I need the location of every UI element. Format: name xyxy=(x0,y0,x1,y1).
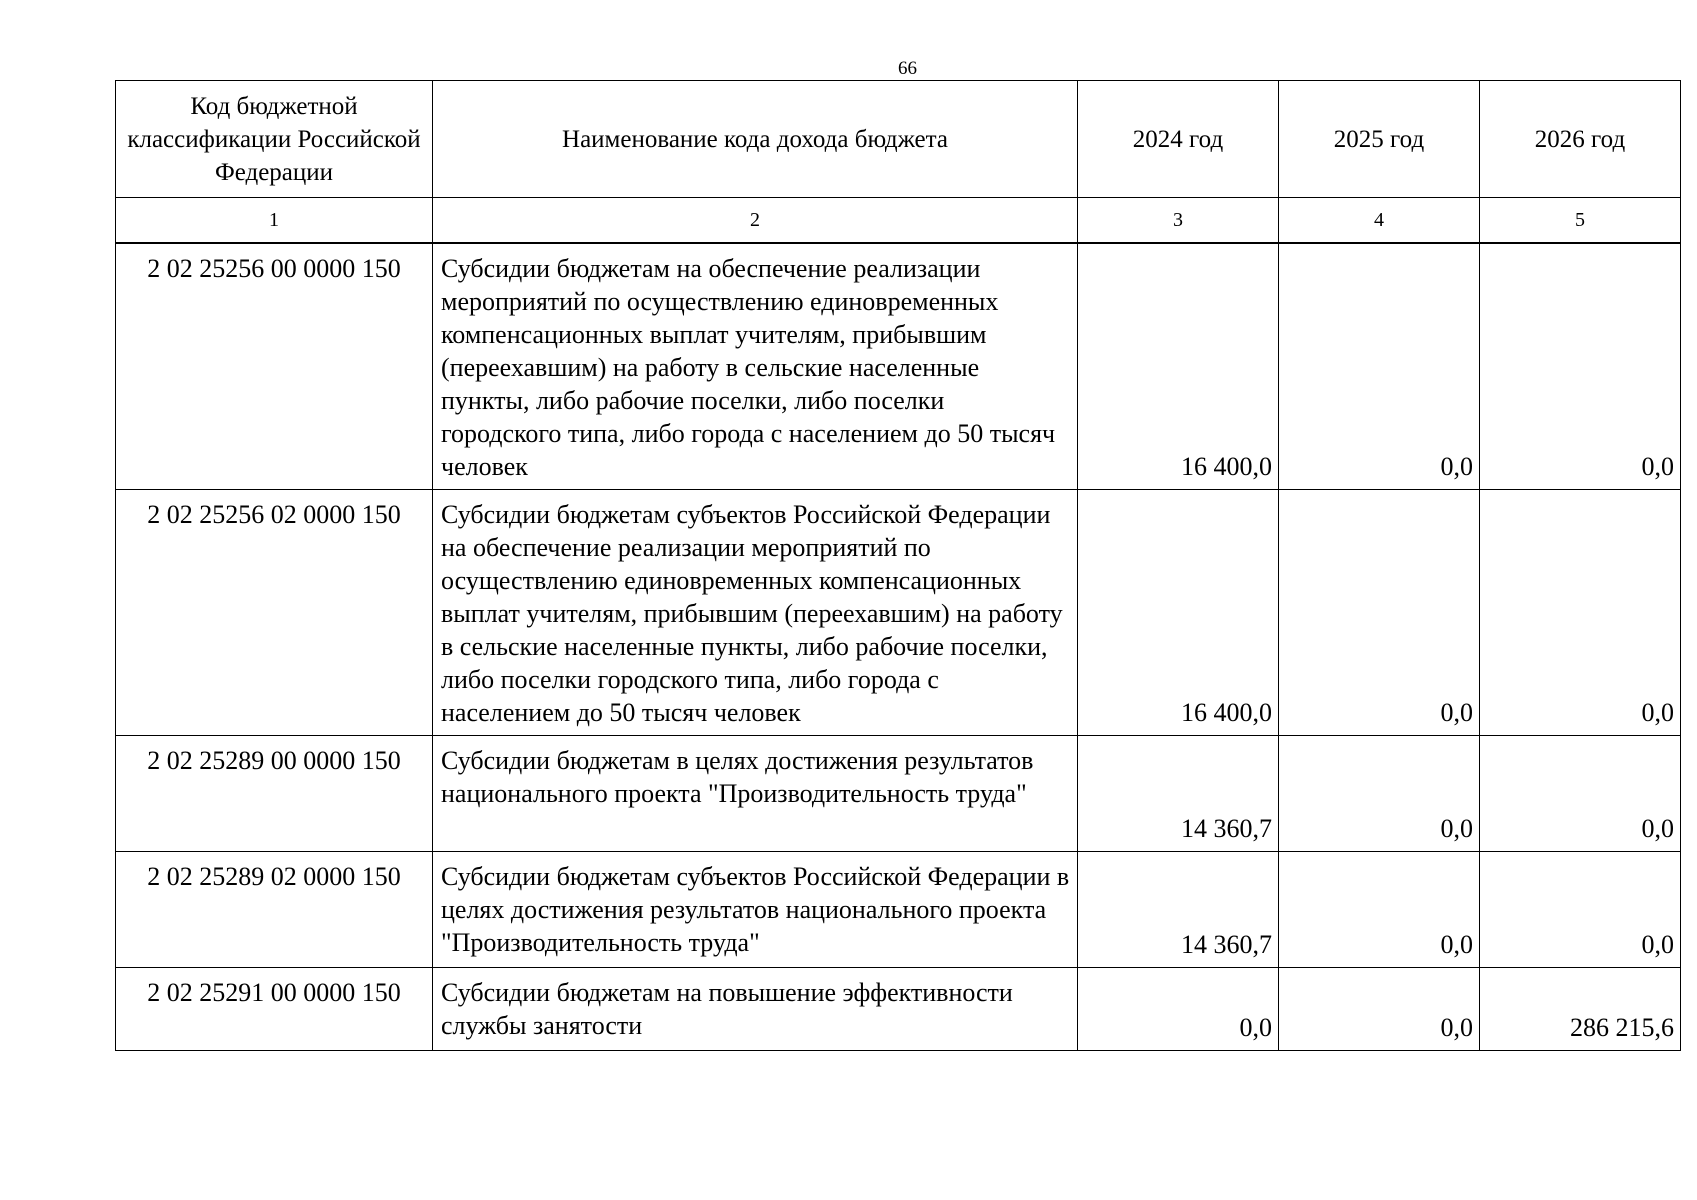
header-year-2026: 2026 год xyxy=(1480,81,1681,198)
budget-revenue-table xyxy=(115,80,1681,1051)
amount-2024-cell: 14 360,7 xyxy=(1078,736,1279,852)
column-number: 4 xyxy=(1279,198,1480,244)
table-row xyxy=(116,243,1681,490)
page-number: 66 xyxy=(898,58,917,79)
table-header-row xyxy=(116,81,1681,198)
header-revenue-name: Наименование кода дохода бюджета xyxy=(433,81,1078,198)
table-row xyxy=(116,490,1681,736)
revenue-name-cell: Субсидии бюджетам в целях достижения результатов национального проекта "Производительность труда" xyxy=(433,736,1078,852)
amount-2026-cell: 286 215,6 xyxy=(1480,968,1681,1051)
table-row xyxy=(116,968,1681,1051)
header-year-2024: 2024 год xyxy=(1078,81,1279,198)
amount-2026-cell: 0,0 xyxy=(1480,243,1681,490)
budget-code-cell: 2 02 25256 02 0000 150 xyxy=(116,490,433,736)
budget-code-cell: 2 02 25291 00 0000 150 xyxy=(116,968,433,1051)
column-number-row xyxy=(116,198,1681,244)
budget-code-cell: 2 02 25289 02 0000 150 xyxy=(116,852,433,968)
column-number: 1 xyxy=(116,198,433,244)
amount-2026-cell: 0,0 xyxy=(1480,490,1681,736)
amount-2025-cell: 0,0 xyxy=(1279,490,1480,736)
table-row xyxy=(116,736,1681,852)
budget-code-cell: 2 02 25289 00 0000 150 xyxy=(116,736,433,852)
amount-2024-cell: 14 360,7 xyxy=(1078,852,1279,968)
amount-2024-cell: 0,0 xyxy=(1078,968,1279,1051)
amount-2025-cell: 0,0 xyxy=(1279,968,1480,1051)
amount-2026-cell: 0,0 xyxy=(1480,736,1681,852)
revenue-name-cell: Субсидии бюджетам субъектов Российской Федерации на обеспечение реализации мероприятий по осуществлению единовременных компенсационных выплат учителям, прибывшим (переехавшим) на работу в сельские населенные пункты, либо рабочие поселки, либо поселки городского типа, либо города с населением до 50 тысяч человек xyxy=(433,490,1078,736)
header-budget-code: Код бюджетной классификации Российской Федерации xyxy=(116,81,433,198)
amount-2025-cell: 0,0 xyxy=(1279,736,1480,852)
revenue-name-cell: Субсидии бюджетам субъектов Российской Федерации в целях достижения результатов национального проекта "Производительность труда" xyxy=(433,852,1078,968)
table-row xyxy=(116,852,1681,968)
column-number: 2 xyxy=(433,198,1078,244)
header-year-2025: 2025 год xyxy=(1279,81,1480,198)
budget-code-cell: 2 02 25256 00 0000 150 xyxy=(116,243,433,490)
revenue-name-cell: Субсидии бюджетам на обеспечение реализации мероприятий по осуществлению единовременных компенсационных выплат учителям, прибывшим (переехавшим) на работу в сельские населенные пункты, либо рабочие поселки, либо поселки городского типа, либо города с населением до 50 тысяч человек xyxy=(433,243,1078,490)
amount-2025-cell: 0,0 xyxy=(1279,852,1480,968)
amount-2024-cell: 16 400,0 xyxy=(1078,490,1279,736)
amount-2026-cell: 0,0 xyxy=(1480,852,1681,968)
amount-2025-cell: 0,0 xyxy=(1279,243,1480,490)
column-number: 5 xyxy=(1480,198,1681,244)
revenue-name-cell: Субсидии бюджетам на повышение эффективности службы занятости xyxy=(433,968,1078,1051)
column-number: 3 xyxy=(1078,198,1279,244)
amount-2024-cell: 16 400,0 xyxy=(1078,243,1279,490)
